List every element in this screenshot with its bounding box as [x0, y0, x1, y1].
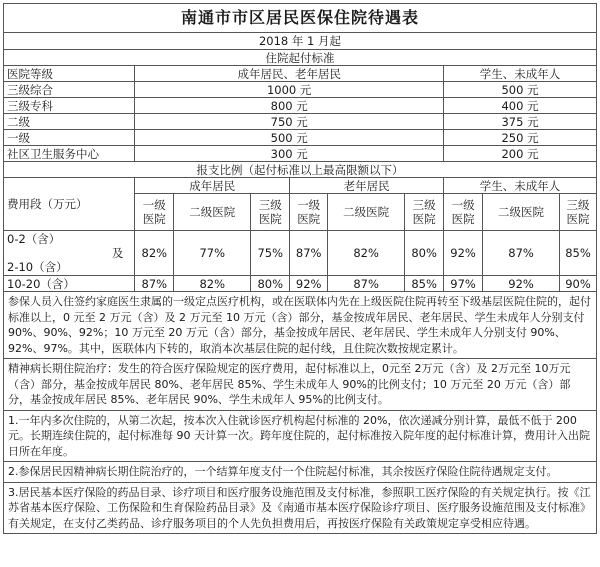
ratio-value: 87% — [483, 231, 560, 276]
ratio-value: 87% — [135, 276, 174, 292]
threshold-row — [4, 146, 597, 162]
subcol-level-2: 二级医院 — [483, 194, 560, 231]
adult-threshold: 500 元 — [135, 130, 444, 146]
col-header-level: 医院等级 — [4, 66, 135, 82]
col-header-student: 学生、未成年人 — [444, 66, 597, 82]
threshold-row — [4, 98, 597, 114]
ratio-value: 87% — [328, 276, 405, 292]
subcol-level-3: 三级医院 — [251, 194, 290, 231]
ratio-value: 75% — [251, 231, 290, 276]
ratio-value: 80% — [251, 276, 290, 292]
student-threshold: 400 元 — [444, 98, 597, 114]
adult-threshold: 800 元 — [135, 98, 444, 114]
group-header-adult: 成年居民 — [135, 178, 290, 194]
subcol-level-1: 一级医院 — [290, 194, 328, 231]
hospital-level: 二级 — [4, 114, 135, 130]
ratio-value: 90% — [560, 276, 597, 292]
threshold-row — [4, 114, 597, 130]
hospital-level: 三级综合 — [4, 82, 135, 98]
adult-threshold: 750 元 — [135, 114, 444, 130]
range-end: 2-10（含） — [7, 260, 68, 274]
col-header-range: 费用段（万元） — [4, 178, 135, 231]
col-header-adult: 成年居民、老年居民 — [135, 66, 444, 82]
ratio-value: 82% — [135, 231, 174, 276]
student-threshold: 500 元 — [444, 82, 597, 98]
subcol-level-2: 二级医院 — [174, 194, 251, 231]
student-threshold: 250 元 — [444, 130, 597, 146]
hospital-level: 三级专科 — [4, 98, 135, 114]
range-cell — [4, 231, 135, 276]
group-header-elderly: 老年居民 — [290, 178, 444, 194]
ratio-value: 82% — [328, 231, 405, 276]
threshold-row — [4, 82, 597, 98]
ratio-value: 87% — [290, 231, 328, 276]
subcol-level-2: 二级医院 — [328, 194, 405, 231]
threshold-row — [4, 130, 597, 146]
ratio-value: 80% — [405, 231, 444, 276]
ratio-value: 97% — [444, 276, 483, 292]
ratio-row — [4, 276, 597, 292]
hospital-level: 一级 — [4, 130, 135, 146]
range-connector: 及 — [111, 246, 124, 260]
ratio-value: 77% — [174, 231, 251, 276]
ratio-value: 92% — [444, 231, 483, 276]
note-1: 1.一年内多次住院的，从第二次起，按本次入住就诊医疗机构起付标准的 20%，依次递减分别计算，最低不低于 200 元。长期连续住院的，起付标准每 90 天计算一次。跨年度住院的，起付标准按入院年度的起付标准计算，费用计入出院日所在年度。 — [4, 410, 597, 462]
adult-threshold: 300 元 — [135, 146, 444, 162]
note-2: 2.参保居民因精神病长期住院治疗的，一个结算年度支付一个住院起付标准，其余按医疗保险住院待遇规定支付。 — [4, 462, 597, 483]
hospital-level: 社区卫生服务中心 — [4, 146, 135, 162]
note-mental-illness: 精神病长期住院治疗：发生的符合医疗保险规定的医疗费用，起付标准以上，0元至 2万元（含）及 2万元至 10万元（含）部分，基金按成年居民 80%、老年居民 85%、学生未成年人 90%的比例支付；10 万元至 20 万元（含）部分，基金按成年居民 85%、老年居民 90%、学生未成年人 95%的比例支付。 — [4, 359, 597, 411]
ratio-value: 82% — [174, 276, 251, 292]
student-threshold: 200 元 — [444, 146, 597, 162]
subcol-level-1: 一级医院 — [444, 194, 483, 231]
benefit-table-sheet — [3, 3, 597, 534]
effective-date: 2018 年 1 月起 — [4, 33, 597, 50]
student-threshold: 375 元 — [444, 114, 597, 130]
ratio-heading: 报支比例（起付标准以上最高限额以下） — [4, 162, 597, 178]
benefit-table — [3, 3, 597, 534]
group-header-student: 学生、未成年人 — [444, 178, 597, 194]
ratio-value: 85% — [405, 276, 444, 292]
ratio-value: 85% — [560, 231, 597, 276]
range-start: 0-2（含） — [7, 232, 61, 246]
ratio-row — [4, 231, 597, 276]
note-3: 3.居民基本医疗保险的药品目录、诊疗项目和医疗服务设施范围及支付标准，参照职工医疗保险的有关规定执行。按《江苏省基本医疗保险、工伤保险和生育保险药品目录》及《南通市基本医疗保险诊疗项目、医疗服务设施范围及支付标准》有关规定，在支付乙类药品、诊疗服务项目的个人先负担费用后，再按医疗保险有关政策规定享受相应待遇。 — [4, 482, 597, 534]
subcol-level-1: 一级医院 — [135, 194, 174, 231]
threshold-heading: 住院起付标准 — [4, 50, 597, 66]
page-title: 南通市市区居民医保住院待遇表 — [4, 4, 597, 33]
range-cell: 10-20（含） — [4, 276, 135, 292]
ratio-value: 92% — [290, 276, 328, 292]
subcol-level-3: 三级医院 — [560, 194, 597, 231]
adult-threshold: 1000 元 — [135, 82, 444, 98]
ratio-value: 92% — [483, 276, 560, 292]
subcol-level-3: 三级医院 — [405, 194, 444, 231]
note-community: 参保人员入住签约家庭医生隶属的一级定点医疗机构，或在医联体内先在上级医院住院再转至下级基层医院住院的，起付标准以上，0 元至 2 万元（含）及 2 万元至 10 万元（含）部分，基金按成年居民、老年居民、学生未成年人分别支付 90%、90%、92%；10 万元至 20 万元（含）部分，基金按成年居民、老年居民、学生未成年人分别支付 90%、92%、97%。其中，医联体内下转的，取消本次基层住院的起付线，且住院次数按规定累计。 — [4, 292, 597, 359]
